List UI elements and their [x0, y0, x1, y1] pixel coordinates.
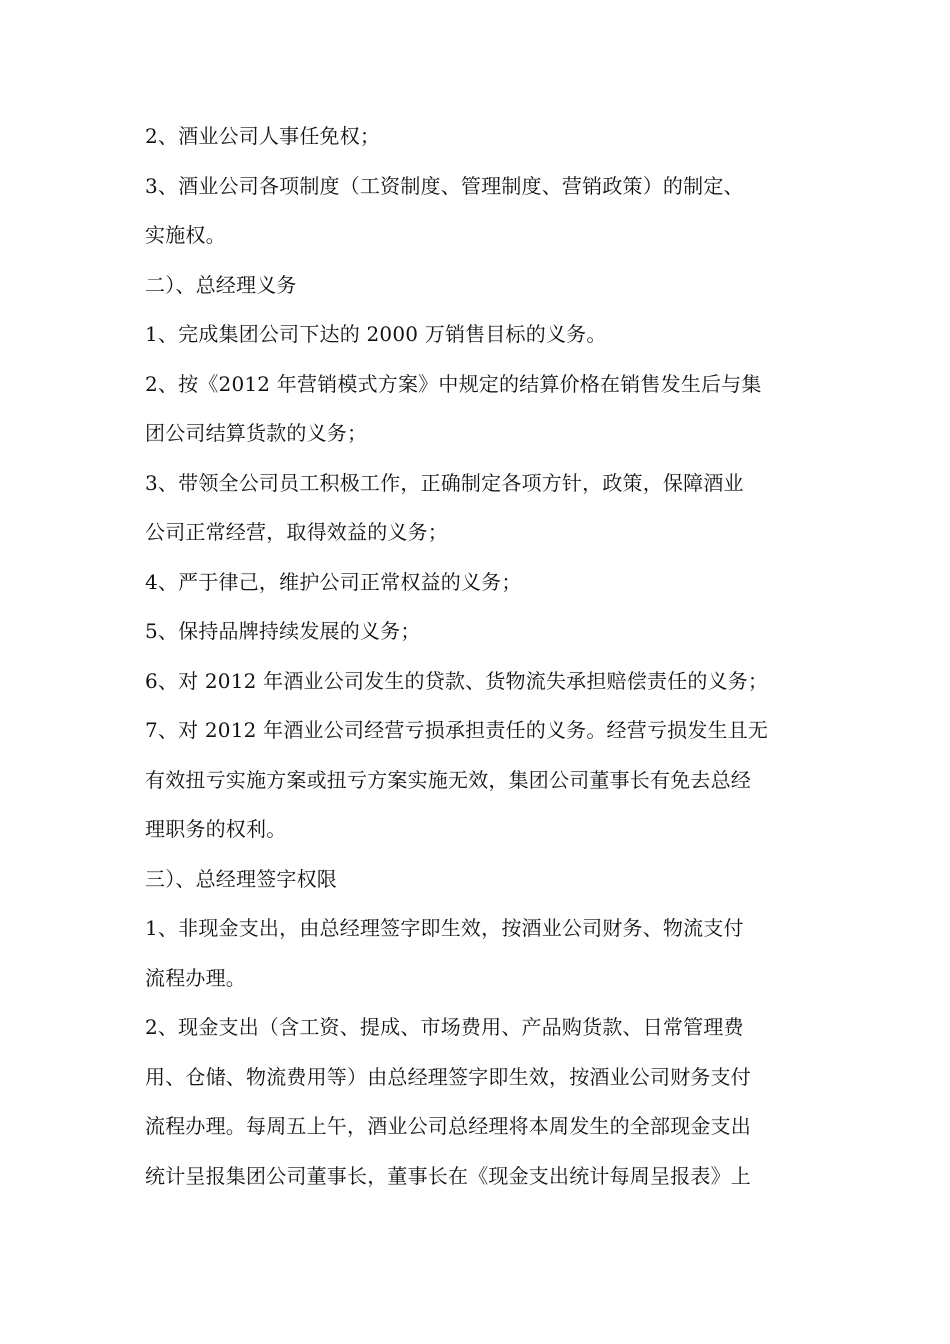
text-line: 有效扭亏实施方案或扭亏方案实施无效，集团公司董事长有免去总经 — [145, 767, 751, 792]
section-heading: 二）、总经理义务 — [145, 272, 297, 297]
text-line: 6、对 2012 年酒业公司发生的贷款、货物流失承担赔偿责任的义务； — [145, 668, 769, 693]
text-line: 1、非现金支出，由总经理签字即生效，按酒业公司财务、物流支付 — [145, 916, 744, 940]
text-line: 公司正常经营，取得效益的义务； — [145, 520, 448, 544]
text-line: 团公司结算货款的义务； — [145, 421, 368, 445]
text-line: 4、严于律己，维护公司正常权益的义务； — [145, 569, 522, 594]
text-line: 统计呈报集团公司董事长，董事长在《现金支出统计每周呈报表》上 — [145, 1163, 751, 1188]
text-line: 用、仓储、物流费用等）由总经理签字即生效，按酒业公司财务支付 — [145, 1064, 751, 1089]
text-line: 流程办理。 — [145, 965, 246, 990]
text-line: 3、酒业公司各项制度（工资制度、管理制度、营销政策）的制定、 — [145, 173, 744, 198]
text-line: 7、对 2012 年酒业公司经营亏损承担责任的义务。经营亏损发生且无 — [145, 718, 769, 742]
text-line: 流程办理。每周五上午，酒业公司总经理将本周发生的全部现金支出 — [145, 1114, 751, 1138]
text-line: 5、保持品牌持续发展的义务； — [145, 619, 421, 643]
text-line: 2、按《2012 年营销模式方案》中规定的结算价格在销售发生后与集 — [145, 371, 762, 396]
document-body — [145, 116, 810, 1205]
section-heading: 三）、总经理签字权限 — [145, 866, 337, 891]
text-line: 理职务的权利。 — [145, 817, 287, 841]
text-line: 1、完成集团公司下达的 2000 万销售目标的义务。 — [145, 322, 607, 346]
text-line: 3、带领全公司员工积极工作，正确制定各项方针，政策，保障酒业 — [145, 470, 744, 495]
text-line: 实施权。 — [145, 223, 226, 247]
text-line: 2、酒业公司人事任免权； — [145, 124, 381, 148]
text-line: 2、现金支出（含工资、提成、市场费用、产品购货款、日常管理费 — [145, 1015, 744, 1039]
